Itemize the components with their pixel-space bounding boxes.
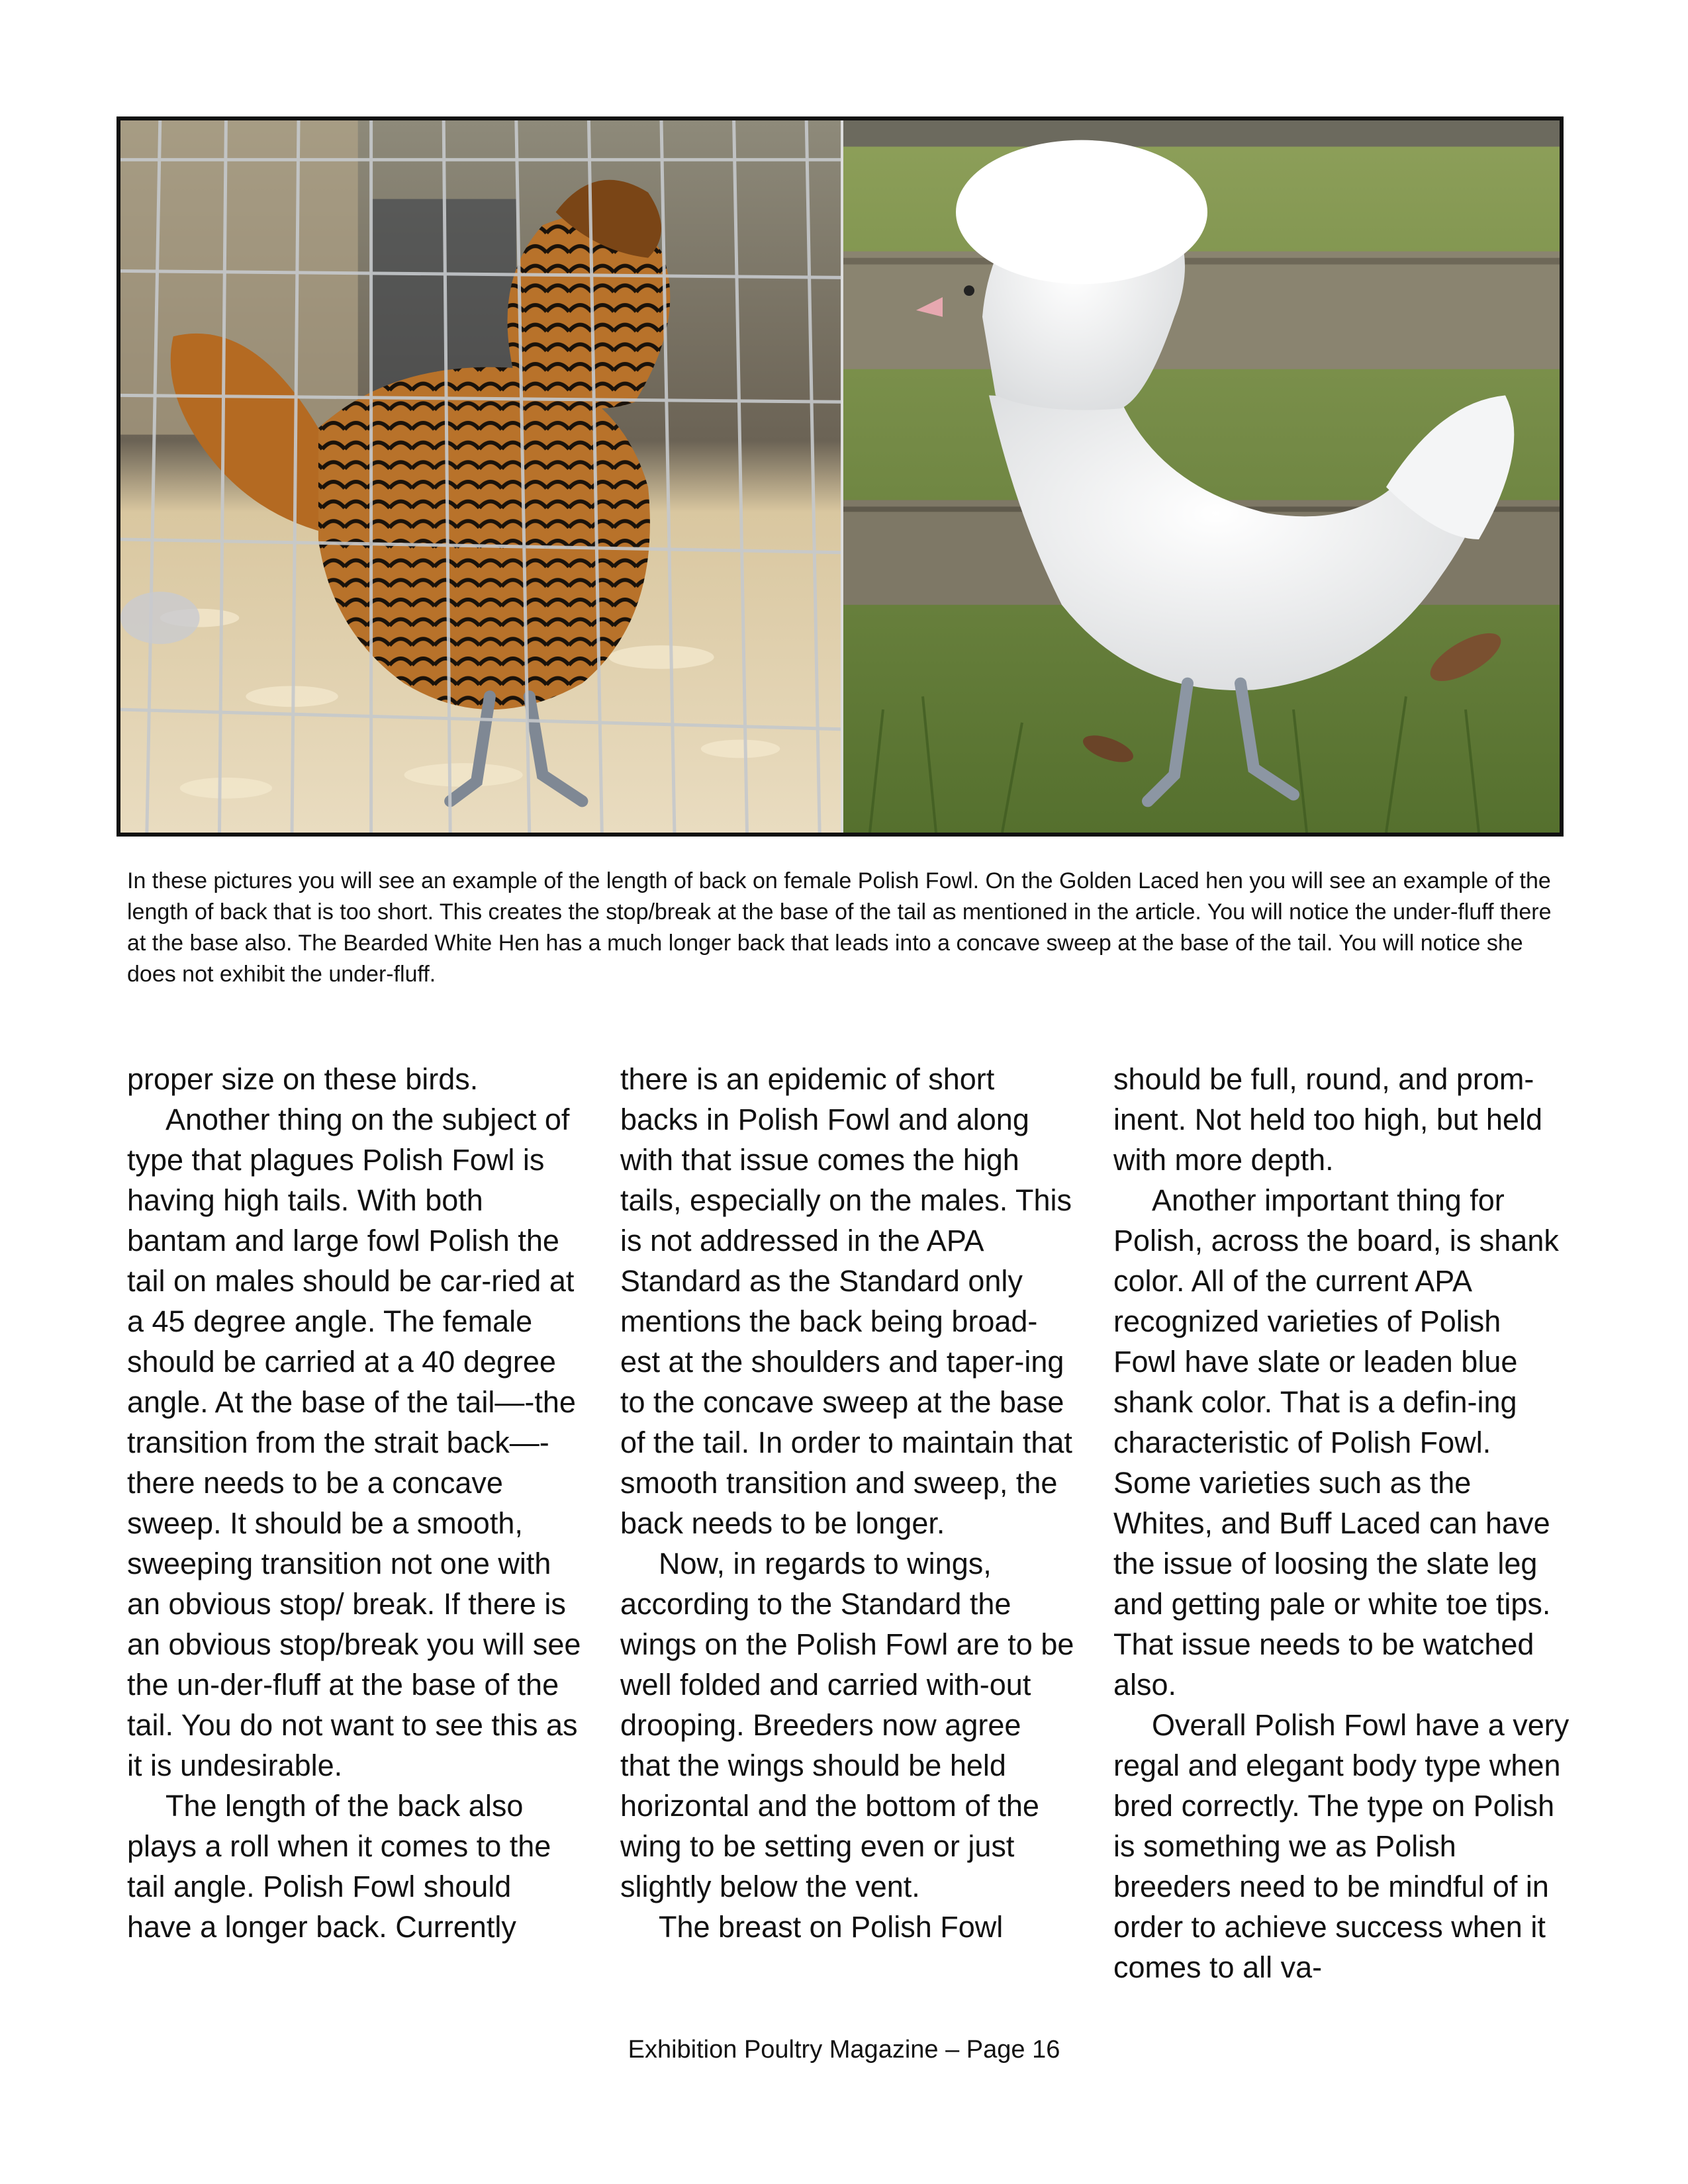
golden-laced-hen-photo <box>120 120 843 833</box>
column-3-paragraph-1: should be full, round, and prom-inent. Not held too high, but held with more depth. <box>1113 1062 1542 1177</box>
article-column-3 <box>1113 1059 1570 1999</box>
column-1-paragraph-1: proper size on these birds. <box>127 1062 479 1096</box>
bearded-white-hen-photo <box>843 120 1560 833</box>
column-2-paragraph-3: The breast on Polish Fowl <box>659 1910 1004 1944</box>
article-columns <box>127 1059 1570 1999</box>
photo-frame <box>117 116 1564 837</box>
bearded-white-hen-illustration <box>843 120 1560 833</box>
column-3-paragraph-3: Overall Polish Fowl have a very regal and elegant body type when bred correctly. The type on Polish is something we as Polish breeders need to be mindful of in order to achieve success when it comes to all va- <box>1113 1708 1570 1984</box>
article-column-2 <box>620 1059 1077 1999</box>
column-2-paragraph-2: Now, in regards to wings, according to the Standard the wings on the Polish Fowl are to be well folded and carried with-out drooping. Breeders now agree that the wings should be held horizontal and the bottom of the wing to be setting even or just slightly below the vent. <box>620 1547 1074 1903</box>
golden-laced-hen-illustration <box>120 120 841 833</box>
column-1-paragraph-3: The length of the back also plays a roll when it comes to the tail angle. Polish Fowl should have a longer back. Currently <box>127 1789 551 1944</box>
article-column-1 <box>127 1059 584 1999</box>
column-2-paragraph-1: there is an epidemic of short backs in Polish Fowl and along with that issue comes the high tails, especially on the males. This is not addressed in the APA Standard as the Standard only mentions the back being broad-est at the shoulders and taper-ing to the concave sweep at the base of the tail. In order to maintain that smooth transition and sweep, the back needs to be longer. <box>620 1062 1072 1540</box>
photo-caption: In these pictures you will see an example of the length of back on female Polish Fowl. On the Golden Laced hen you will see an example of the length of back that is too short. This creates the stop/break at the base of the tail as mentioned in the article. You will notice the under-fluff there at the base also. The Bearded White Hen has a much longer back that leads into a concave sweep at the base of the tail. You will notice she does not exhibit the under-fluff. <box>127 868 1552 987</box>
column-1-paragraph-2: Another thing on the subject of type that plagues Polish Fowl is having high tails. With both bantam and large fowl Polish the tail on males should be car-ried at a 45 degree angle. The female should be carried at a 40 degree angle. At the base of the tail—-the transition from the strait back—- there needs to be a concave sweep. It should be a smooth, sweeping transition not one with an obvious stop/ break. If there is an obvious stop/break you will see the un-der-fluff at the base of the tail. You do not want to see this as it is undesirable. <box>127 1103 581 1782</box>
page-footer: Exhibition Poultry Magazine – Page 16 <box>628 2036 1060 2064</box>
column-3-paragraph-2: Another important thing for Polish, across the board, is shank color. All of the current APA recognized varieties of Polish Fowl have slate or leaden blue shank color. That is a defin-ing characteristic of Polish Fowl. Some varieties such as the Whites, and Buff Laced can have the issue of loosing the slate leg and getting pale or white toe tips. That issue needs to be watched also. <box>1113 1183 1559 1702</box>
